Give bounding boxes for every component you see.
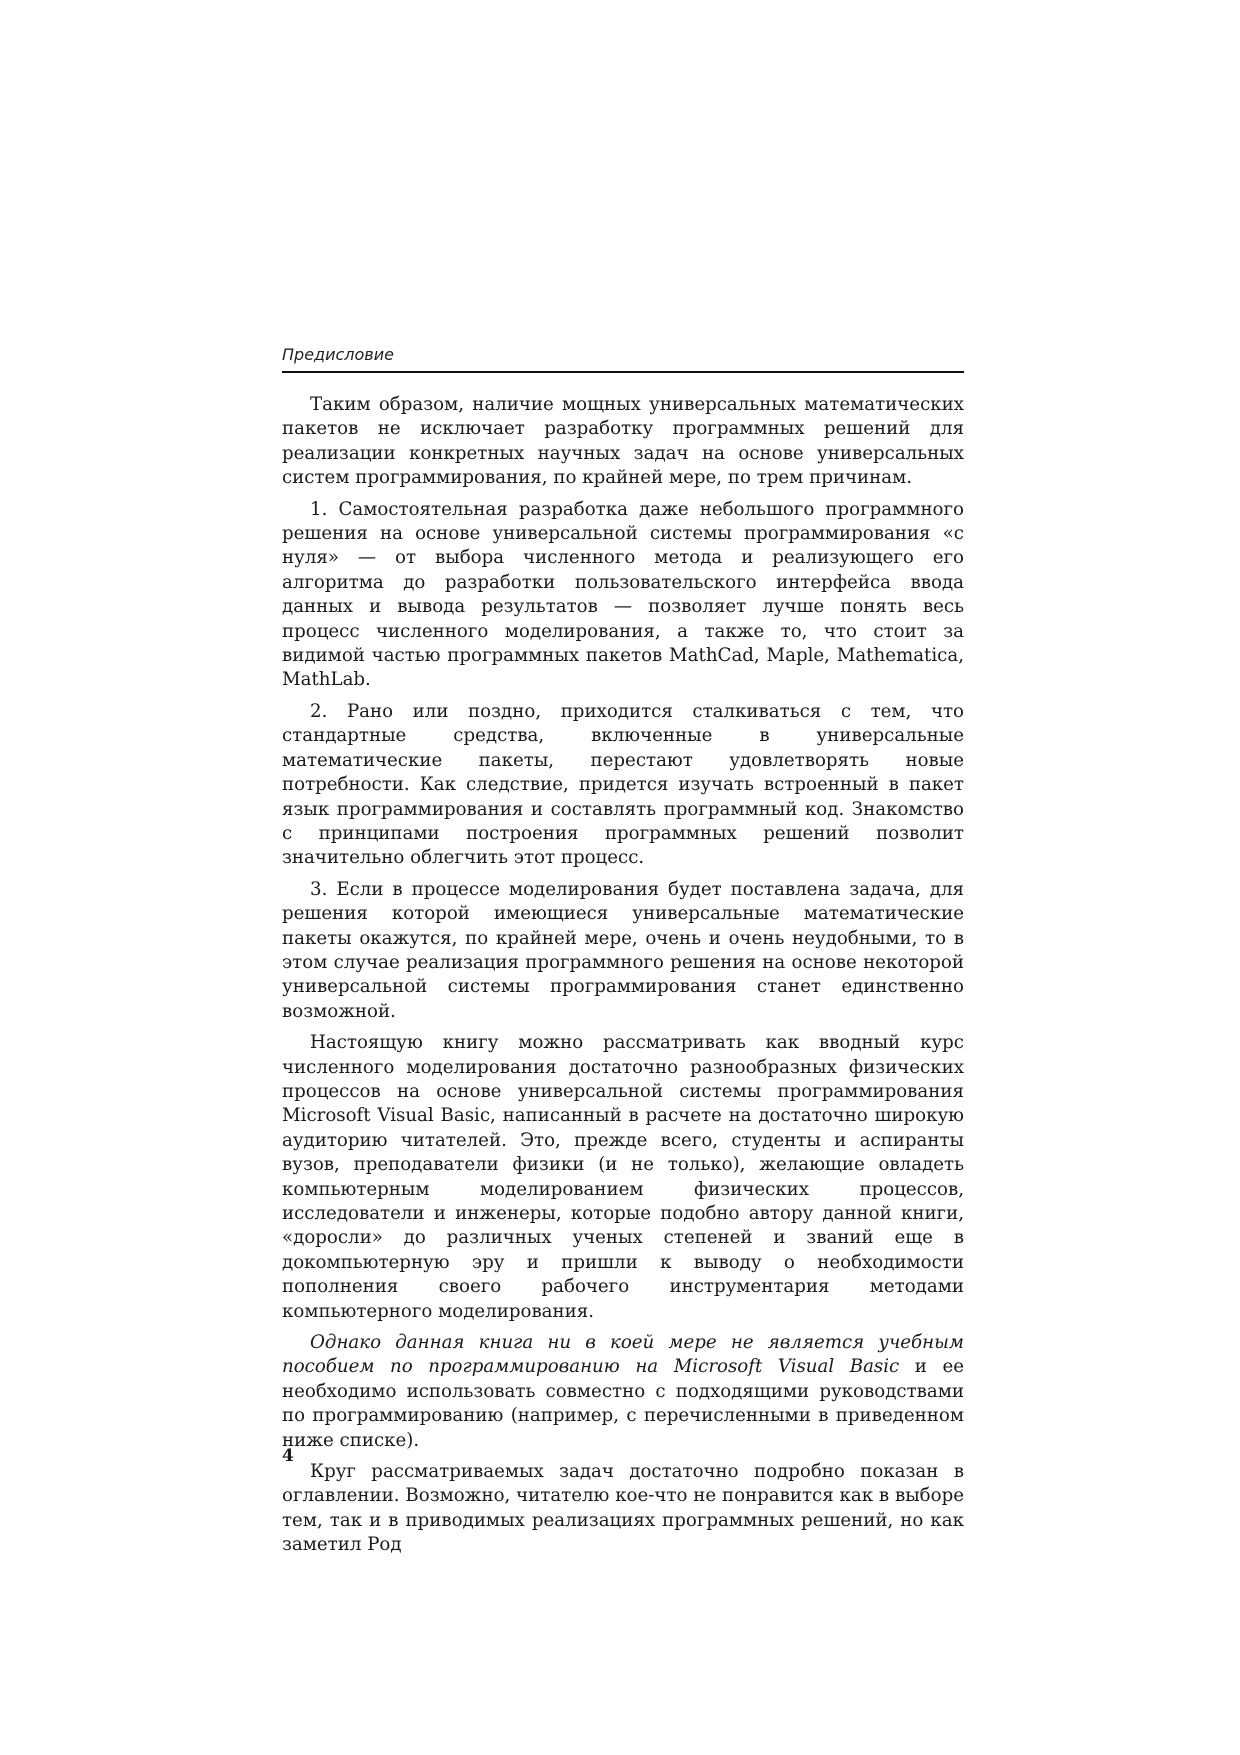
header-rule xyxy=(282,371,964,373)
paragraph-reason-1: 1. Самостоятельная разработка даже небольшого программного решения на основе универсальной системы программирования «с нуля» — от выбора численного метода и реализующего его алгоритма до разработки пользовательского интерфейса ввода данных и вывода результатов — позволяет лучше понять весь процесс численного моделирования, а также то, что стоит за видимой частью программных пакетов MathCad, Maple, Mathematica, MathLab. xyxy=(282,498,964,691)
running-head-title: Предисловие xyxy=(282,345,394,364)
paragraph-intro: Таким образом, наличие мощных универсальных математических пакетов не исключает разработку программных решений для реализации конкретных научных задач на основе универсальных систем программирования, по крайней мере, по трем причинам. xyxy=(282,394,964,489)
paragraph-disclaimer xyxy=(282,1331,964,1453)
paragraph-scope: Круг рассматриваемых задач достаточно подробно показан в оглавлении. Возможно, читателю кое-что не понравится как в выборе тем, так и в приводимых реализациях программных решений, но как заметил Род xyxy=(282,1461,964,1556)
body-text xyxy=(282,393,964,1565)
disclaimer-rest: и ее необходимо использовать совместно с подходящими руководствами по программированию (например, с перечисленными в приведенном ниже списке). xyxy=(282,1356,964,1451)
paragraph-reason-2: 2. Рано или поздно, приходится сталкиваться с тем, что стандартные средства, включенные в универсальные математические пакеты, перестают удовлетворять новые потребности. Как следствие, придется изучать встроенный в пакет язык программирования и составлять программный код. Знакомство с принципами построения программных решений позволит значительно облегчить этот процесс. xyxy=(282,700,964,869)
disclaimer-italic: Однако данная книга ни в коей мере не является учебным пособием по программированию на Microsoft Visual Basic xyxy=(282,1332,964,1378)
page-number: 4 xyxy=(282,1446,294,1466)
paragraph-audience: Настоящую книгу можно рассматривать как вводный курс численного моделирования достаточно разнообразных физических процессов на основе универсальной системы программирования Microsoft Visual Basic, написанный в расчете на достаточно широкую аудиторию читателей. Это, прежде всего, студенты и аспиранты вузов, преподаватели физики (и не только), желающие овладеть компьютерным моделированием физических процессов, исследователи и инженеры, которые подобно автору данной книги, «доросли» до различных ученых степеней и званий еще в докомпьютерную эру и пришли к выводу о необходимости пополнения своего рабочего инструментария методами компьютерного моделирования. xyxy=(282,1032,964,1322)
paragraph-reason-3: 3. Если в процессе моделирования будет поставлена задача, для решения которой имеющиеся универсальные математические пакеты окажутся, по крайней мере, очень и очень неудобными, то в этом случае реализация программного решения на основе некоторой универсальной системы программирования станет единственно возможной. xyxy=(282,878,964,1022)
